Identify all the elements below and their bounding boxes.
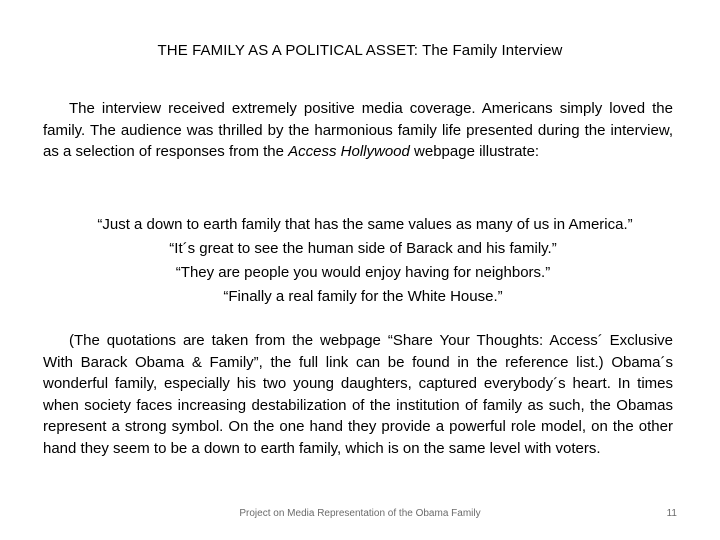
heading-subtitle: The Family Interview <box>422 42 563 59</box>
page-title <box>0 42 720 59</box>
body-text: (The quotations are taken from the webpage “Share Your Thoughts: Access´ Exclusive With Barack Obama & Family”, the full link can be found in the reference list.) Obama´s wonderful family, especially his two young daughters, captured everybody´s heart. In times when society faces increasing destabilization of the institution of family as such, the Obamas represent a strong symbol. On the one hand they provide a powerful role model, on the other hand they seem to be a down to earth family, which is on the same level with voters. <box>43 332 673 457</box>
page-number: 11 <box>666 508 677 519</box>
quote-item: “Finally a real family for the White House.” <box>223 288 503 305</box>
body-paragraph <box>43 330 673 460</box>
quote-item: “They are people you would enjoy having for neighbors.” <box>175 264 551 281</box>
intro-paragraph <box>43 98 673 163</box>
quote-list <box>40 213 680 309</box>
quote-item: “It´s great to see the human side of Barack and his family.” <box>169 240 557 257</box>
footer-text: Project on Media Representation of the Obama Family <box>239 508 481 519</box>
intro-italic-source: Access Hollywood <box>288 143 410 161</box>
intro-text-start: The interview received extremely positive media coverage. Americans simply loved the family. The audience was thrilled by the harmonious family life presented during the interview, as a selection of responses from the <box>43 100 673 161</box>
quote-item: “Just a down to earth family that has the same values as many of us in America.” <box>97 216 633 233</box>
intro-text-end: webpage illustrate: <box>409 143 540 161</box>
heading-label: THE FAMILY AS A POLITICAL ASSET: <box>157 42 419 59</box>
